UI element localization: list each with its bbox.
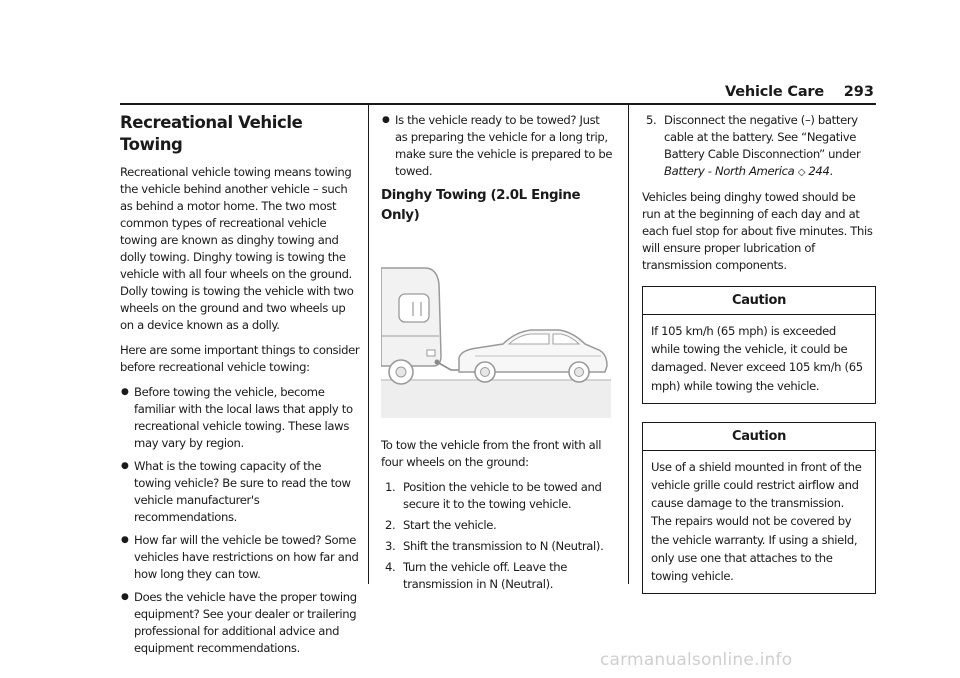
step-text: Shift the transmission to N (Neutral). bbox=[403, 539, 604, 553]
step-number: 5. bbox=[646, 113, 657, 127]
caution-text: Use of a shield mounted in front of the vehicle grille could restrict airflow and cause damage to the transmission. The repairs would not be covered by the vehicle warranty. If using a shield, only use one that attaches to the towing vehicle. bbox=[651, 459, 862, 584]
bullet-icon: ● bbox=[121, 461, 129, 471]
run-paragraph: Vehicles being dinghy towed should be run at the beginning of each day and at each fuel stop for about five minutes. This will ensure proper lubrication of transmission components. bbox=[642, 190, 873, 272]
list-item bbox=[381, 112, 615, 180]
step-text: Disconnect the negative (–) battery cable at the battery. See “Negative Battery Cable Disconnection” under bbox=[664, 113, 861, 161]
bullet-icon: ● bbox=[382, 115, 390, 125]
bullet-icon: ● bbox=[121, 535, 129, 545]
list-item-text: Before towing the vehicle, become familiar with the local laws that apply to recreational vehicle towing. These laws may vary by region. bbox=[134, 385, 353, 450]
list-item bbox=[120, 384, 360, 452]
subsection-heading: Dinghy Towing (2.0L Engine Only) bbox=[381, 188, 581, 223]
cross-reference-page: 244 bbox=[808, 164, 830, 178]
cross-reference-title: Battery - North America bbox=[664, 164, 795, 178]
list-item bbox=[381, 559, 615, 593]
list-item bbox=[120, 532, 360, 583]
list-item bbox=[120, 589, 360, 657]
step-text: Start the vehicle. bbox=[403, 518, 497, 532]
left-column bbox=[120, 112, 360, 663]
page-number: 293 bbox=[843, 84, 874, 100]
step-number: 3. bbox=[385, 539, 396, 553]
middle-column bbox=[381, 112, 615, 597]
page-reference-icon: ◇ bbox=[797, 167, 806, 178]
caution-title: Caution bbox=[643, 423, 875, 451]
caution-title: Caution bbox=[643, 287, 875, 315]
step-text: Position the vehicle to be towed and secure it to the towing vehicle. bbox=[403, 480, 602, 511]
step-number: 2. bbox=[385, 518, 396, 532]
list-item bbox=[642, 112, 876, 181]
list-item-text: How far will the vehicle be towed? Some vehicles have restrictions on how far and how long they can tow. bbox=[134, 533, 359, 581]
list-item bbox=[381, 479, 615, 513]
intro-paragraph: Recreational vehicle towing means towing the vehicle behind another vehicle – such as behind a motor home. The two most common types of recreational vehicle towing are known as dinghy towing and dolly towing. Dinghy towing is towing the vehicle with all four wheels on the ground. Dolly towing is towing the vehicle with two wheels on the ground and two wheels up on a device known as a dolly. bbox=[120, 165, 354, 332]
list-item-text: What is the towing capacity of the towing vehicle? Be sure to read the tow vehicle manufacturer's recommendations. bbox=[134, 459, 351, 524]
step-number: 4. bbox=[385, 560, 396, 574]
caution-box bbox=[642, 286, 876, 404]
bullet-icon: ● bbox=[121, 387, 129, 397]
right-column bbox=[642, 112, 876, 612]
header-title: Vehicle Care bbox=[724, 84, 824, 100]
caution-text: If 105 km/h (65 mph) is exceeded while towing the vehicle, it could be damaged. Never exceed 105 km/h (65 mph) while towing the vehicle. bbox=[651, 324, 863, 393]
bullet-icon: ● bbox=[121, 592, 129, 602]
list-item-text: Does the vehicle have the proper towing equipment? See your dealer or trailering professional for additional advice and equipment recommendations. bbox=[134, 590, 357, 655]
dinghy-towing-illustration bbox=[381, 238, 611, 418]
column-divider-1 bbox=[368, 104, 369, 584]
lead-paragraph: Here are some important things to consider before recreational vehicle towing: bbox=[120, 343, 360, 374]
caution-box bbox=[642, 422, 876, 594]
section-heading: Recreational Vehicle Towing bbox=[120, 113, 303, 154]
list-item bbox=[381, 517, 615, 534]
step-text-end: . bbox=[829, 164, 833, 178]
header-rule bbox=[120, 103, 876, 105]
list-item bbox=[120, 458, 360, 526]
step-text: Turn the vehicle off. Leave the transmission in N (Neutral). bbox=[403, 560, 568, 591]
list-item bbox=[381, 538, 615, 555]
watermark: carmanualsonline.info bbox=[600, 650, 793, 670]
step-number: 1. bbox=[385, 480, 396, 494]
list-item-text: Is the vehicle ready to be towed? Just as preparing the vehicle for a long trip, make sure the vehicle is prepared to be towed. bbox=[395, 113, 613, 178]
column-divider-2 bbox=[628, 104, 629, 584]
steps-lead: To tow the vehicle from the front with all four wheels on the ground: bbox=[381, 438, 602, 469]
